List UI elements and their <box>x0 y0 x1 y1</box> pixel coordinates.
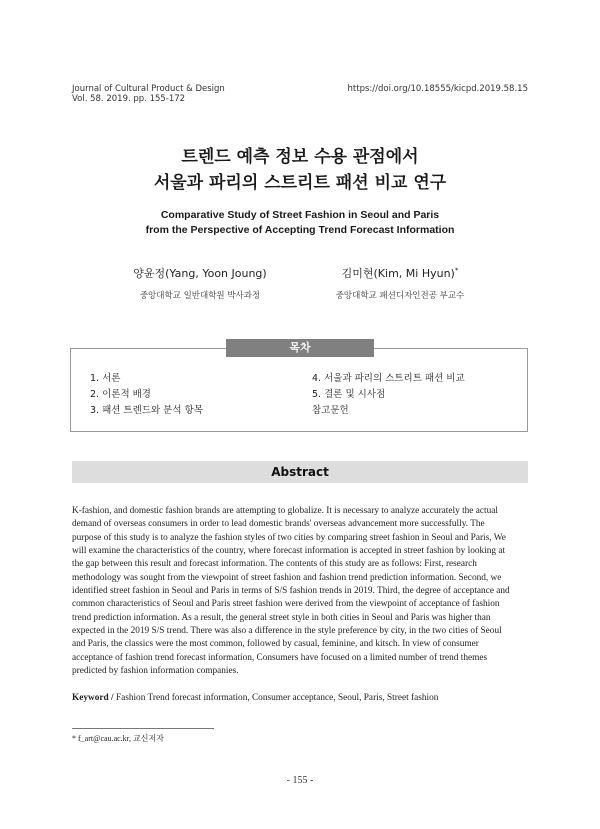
footnote-divider <box>72 728 214 729</box>
abstract-line: predicted by fashion information companies. <box>72 666 239 677</box>
footnote <box>72 733 164 744</box>
keyword-text: Fashion Trend forecast information, Consumer acceptance, Seoul, Paris, Street fashion <box>115 693 439 703</box>
abstract-line: K-fashion, and domestic fashion brands are attempting to globalize. It is necessary to analyze accurately the actual <box>72 506 498 516</box>
abstract-line: methodology was sought from the viewpoint of street fashion and fashion trend prediction information. Second, we <box>72 572 502 583</box>
abstract-body <box>72 505 530 678</box>
author-2-name: 김미현(Kim, Mi Hyun) <box>341 267 455 280</box>
page-number: - 155 - <box>286 775 314 786</box>
title-english-line1: Comparative Study of Street Fashion in Seoul and Paris <box>160 209 440 221</box>
abstract-line: common characteristics of Seoul and Paris street fashion were derived from the viewpoint of acceptance of fashion <box>72 599 500 610</box>
abstract-heading: Abstract <box>72 461 528 483</box>
toc-heading: 목차 <box>226 339 374 357</box>
title-english-line2: from the Perspective of Accepting Trend Forecast Information <box>145 224 455 236</box>
toc-item-5[interactable]: 5. 결론 및 시사점 <box>312 389 386 400</box>
author-1-name: 양윤정(Yang, Yoon Joung) <box>133 267 267 280</box>
title-korean-line2: 서울과 파리의 스트리트 패션 비교 연구 <box>153 173 447 193</box>
corresponding-author-mark: * <box>454 266 459 275</box>
toc-item-4[interactable]: 4. 서울과 파리의 스트리트 패션 비교 <box>312 373 465 384</box>
toc-item-1[interactable]: 1. 서론 <box>90 373 121 384</box>
author-2 <box>300 265 500 281</box>
journal-name: Journal of Cultural Product & Design <box>72 84 225 94</box>
footnote-mark: * <box>72 734 76 743</box>
abstract-line: acceptance of fashion trend forecast information, Consumers have focused on a limited number of trend themes <box>72 652 488 663</box>
journal-volume: Vol. 58. 2019. pp. 155-172 <box>72 94 186 104</box>
abstract-line: expected in the 2019 S/S trend. There was also a difference in the style preference by city, in the two cities of Seoul <box>72 626 502 637</box>
author-2-affiliation: 중앙대학교 패션디자인전공 부교수 <box>335 291 465 301</box>
toc-item-3[interactable]: 3. 패션 트렌드와 분석 항목 <box>90 405 203 416</box>
toc-item-2[interactable]: 2. 이론적 배경 <box>90 389 151 400</box>
abstract-line: demand of overseas consumers in order to lead domestic brands' overseas advancement more successfully. The <box>72 519 485 530</box>
keyword-line <box>72 693 530 703</box>
doi-link[interactable]: https://doi.org/10.18555/kicpd.2019.58.15 <box>347 84 528 94</box>
keyword-label: Keyword / <box>72 693 114 703</box>
abstract-line: trend prediction information. As a result, the general street style in both cities in Seoul and Paris was higher than <box>72 612 491 623</box>
abstract-line: will examine the characteristics of the country, where forecast information is accepted in street fashion by looking at <box>72 546 506 557</box>
abstract-line: the gap between this result and forecast information. The contents of this study are as follows: First, research <box>72 559 477 570</box>
abstract-line: identified street fashion in Seoul and Paris in terms of S/S fashion trends in 2019. Third, the degree of acceptance and <box>72 586 510 597</box>
abstract-line: and Paris, the classics were the most common, followed by casual, feminine, and kitsch. In view of consumer <box>72 639 479 650</box>
toc-item-references[interactable]: 참고문헌 <box>312 405 349 416</box>
author-1-affiliation: 중앙대학교 일반대학원 박사과정 <box>139 291 261 301</box>
abstract-line: purpose of this study is to analyze the fashion styles of two cities by comparing street fashion in Seoul and Paris, We <box>72 532 506 543</box>
title-korean-line1: 트렌드 예측 정보 수용 관점에서 <box>181 147 419 167</box>
footnote-text: f_art@cau.ac.kr, 교신저자 <box>78 734 164 743</box>
